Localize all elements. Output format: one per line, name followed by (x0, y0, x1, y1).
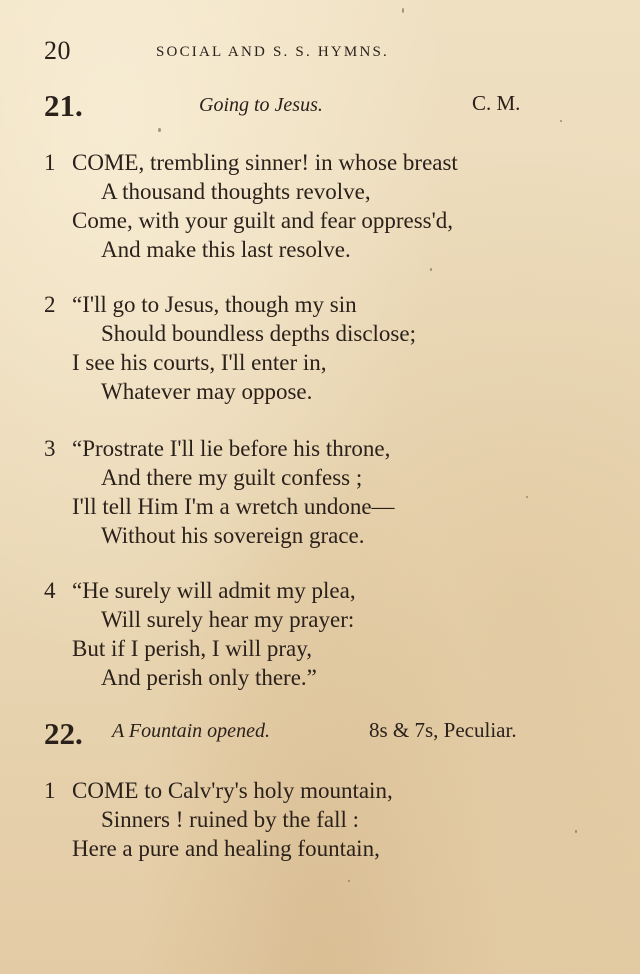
verse-line-text: A thousand thoughts revolve, (101, 179, 371, 204)
verse-line-text: COME to Calv'ry's holy mountain, (72, 778, 393, 803)
verse-line (44, 576, 604, 605)
verse-line (44, 177, 604, 206)
hymn-22-verse-1 (44, 776, 604, 863)
verse-line (44, 434, 604, 463)
verse-line (44, 834, 604, 863)
verse-line-text: Come, with your guilt and fear oppress'd, (72, 208, 454, 233)
verse-line (44, 290, 604, 319)
paper-speck (575, 830, 577, 833)
paper-speck (348, 880, 350, 882)
hymn-number: 21. (44, 88, 83, 123)
hymn-meter: 8s & 7s, Peculiar. (369, 718, 517, 742)
verse-line (44, 463, 604, 492)
verse-line-text: And make this last resolve. (101, 237, 351, 262)
verse-line-text: Whatever may oppose. (101, 379, 313, 404)
paper-speck (430, 268, 432, 271)
verse-line (44, 521, 604, 550)
hymn-21-heading (44, 88, 604, 122)
hymn-22-heading (44, 716, 604, 750)
paper-speck (158, 128, 161, 132)
verse-line (44, 776, 604, 805)
verse-line-text: I see his courts, I'll enter in, (72, 350, 327, 375)
page-number: 20 (44, 36, 71, 65)
hymn-21-verse-1 (44, 148, 604, 264)
verse-line (44, 634, 604, 663)
verse-number: 4 (44, 578, 56, 603)
verse-line-text: “I'll go to Jesus, though my sin (72, 292, 357, 317)
verse-line-text: Without his sovereign grace. (101, 523, 365, 548)
running-title: SOCIAL AND S. S. HYMNS. (156, 44, 389, 60)
verse-line-text: Here a pure and healing fountain, (72, 836, 380, 861)
paper-speck (402, 8, 404, 13)
paper-speck (526, 496, 528, 498)
hymn-21-verse-4 (44, 576, 604, 692)
verse-number: 1 (44, 150, 56, 175)
running-head (44, 36, 494, 66)
verse-line-text: Will surely hear my prayer: (101, 607, 355, 632)
verse-line-text: Should boundless depths disclose; (101, 321, 416, 346)
verse-number: 1 (44, 778, 56, 803)
verse-line-text: But if I perish, I will pray, (72, 636, 312, 661)
verse-line (44, 148, 604, 177)
hymn-21-verse-2 (44, 290, 604, 406)
verse-line-text: “Prostrate I'll lie before his throne, (72, 436, 391, 461)
verse-line (44, 235, 604, 264)
verse-line-text: Sinners ! ruined by the fall : (101, 807, 360, 832)
hymn-title: A Fountain opened. (112, 720, 270, 742)
hymn-21-verse-3 (44, 434, 604, 550)
paper-speck (560, 120, 562, 122)
verse-number: 2 (44, 292, 56, 317)
hymn-title: Going to Jesus. (199, 94, 323, 116)
verse-line (44, 663, 604, 692)
hymn-number: 22. (44, 716, 83, 751)
verse-line (44, 348, 604, 377)
verse-line-text: And there my guilt confess ; (101, 465, 363, 490)
verse-line (44, 206, 604, 235)
verse-line (44, 605, 604, 634)
verse-line-text: COME, trembling sinner! in whose breast (72, 150, 458, 175)
verse-line (44, 377, 604, 406)
verse-line-text: And perish only there.” (101, 665, 317, 690)
verse-line (44, 492, 604, 521)
verse-line (44, 319, 604, 348)
verse-number: 3 (44, 436, 56, 461)
verse-line-text: I'll tell Him I'm a wretch undone— (72, 494, 395, 519)
verse-line-text: “He surely will admit my plea, (72, 578, 356, 603)
verse-line (44, 805, 604, 834)
hymn-meter: C. M. (472, 91, 521, 115)
